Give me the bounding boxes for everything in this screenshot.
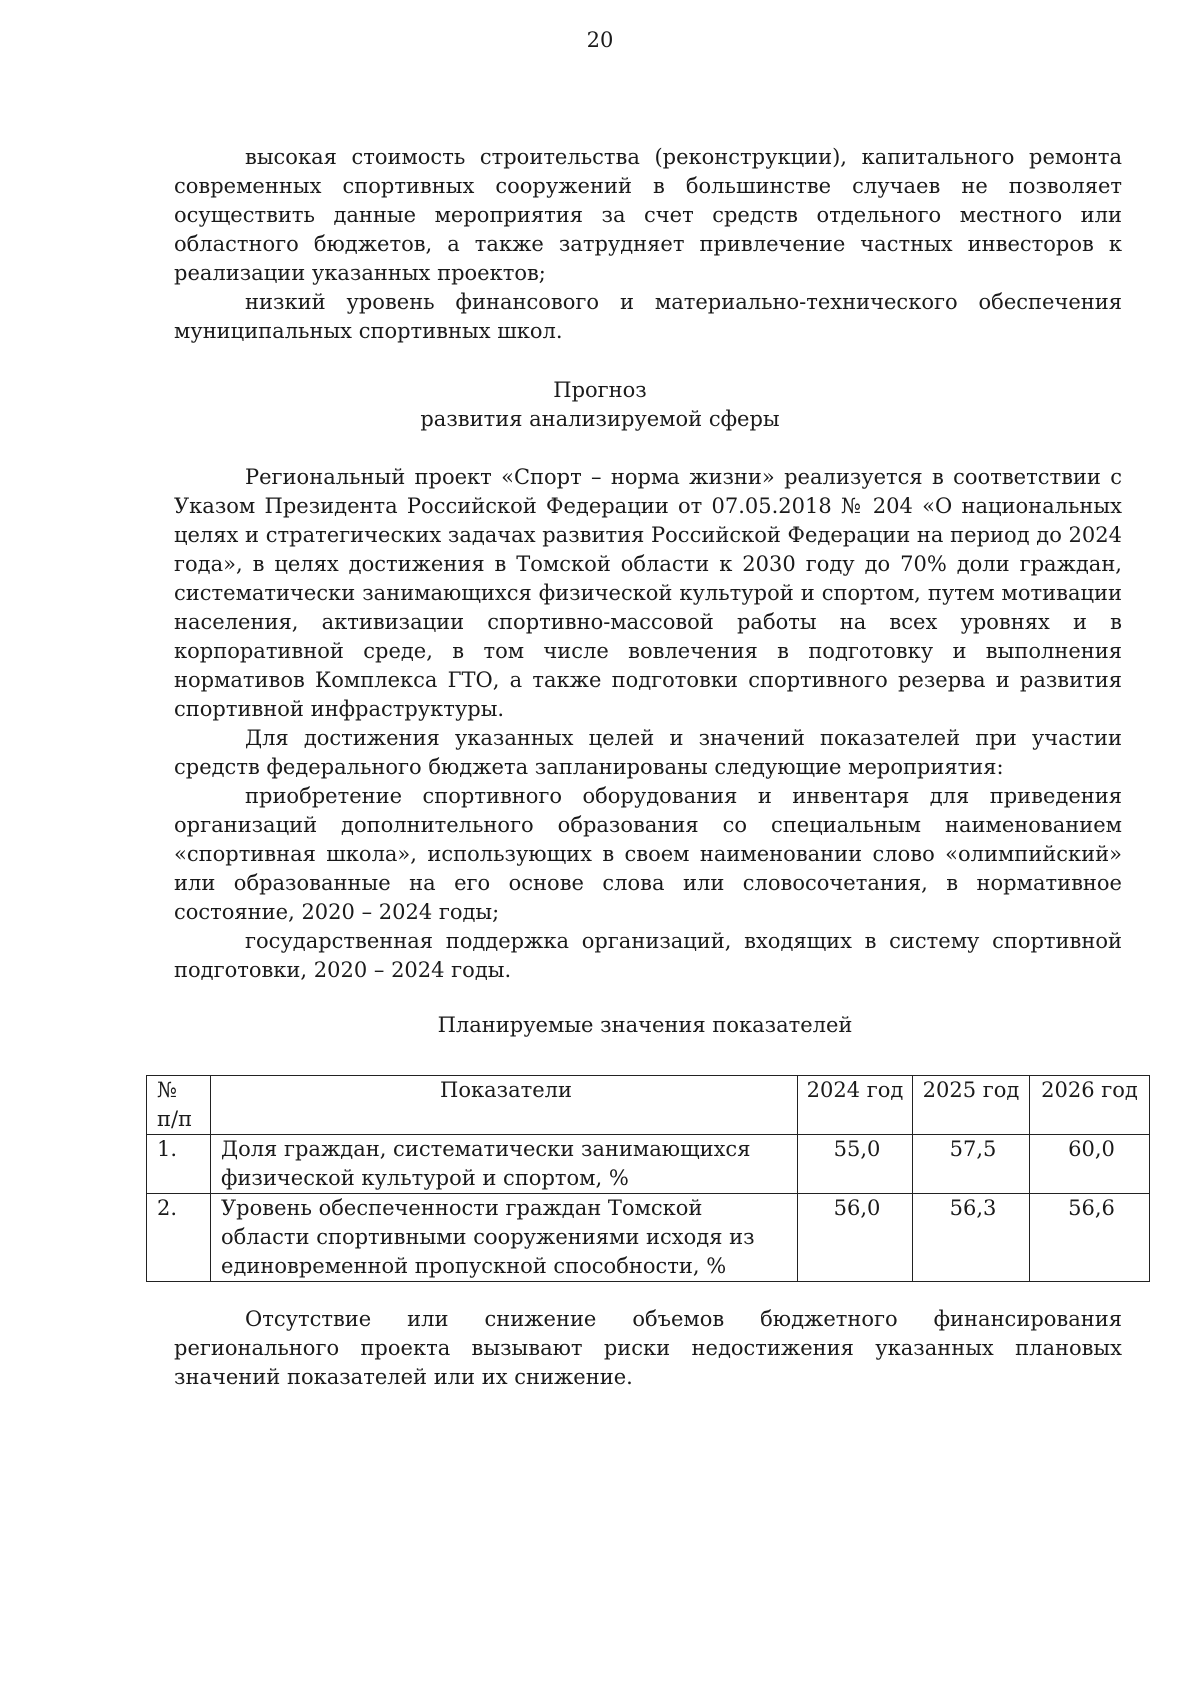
value-2026: 60,0 xyxy=(1030,1135,1150,1194)
paragraph: государственная поддержка организаций, входящих в систему спортивной подготовки, 2020 – 2024 годы. xyxy=(174,929,1122,982)
value-2025: 56,3 xyxy=(913,1194,1030,1282)
table-header-row xyxy=(147,1076,1150,1135)
paragraph: высокая стоимость строительства (реконструкции), капитального ремонта современных спортивных сооружений в большинстве случаев не позволяет осуществить данные мероприятия за счет средств отдельного местного или областного бюджетов, а также затрудняет привлечение частных инвесторов к реализации указанных проектов; xyxy=(174,145,1122,285)
header-2026: 2026 год xyxy=(1030,1076,1150,1135)
value-2026: 56,6 xyxy=(1030,1194,1150,1282)
table-row xyxy=(147,1194,1150,1282)
header-2025: 2025 год xyxy=(913,1076,1030,1135)
forecast-body xyxy=(174,463,1122,985)
table-row xyxy=(147,1135,1150,1194)
row-number: 2. xyxy=(147,1194,211,1282)
page-number: 20 xyxy=(586,28,614,52)
indicators-table xyxy=(146,1075,1150,1282)
indicator-name: Уровень обеспеченности граждан Томской области спортивными сооружениями исходя из единовременной пропускной способности, % xyxy=(211,1194,798,1282)
paragraph: Отсутствие или снижение объемов бюджетного финансирования регионального проекта вызывают риски недостижения указанных плановых значений показателей или их снижение. xyxy=(174,1307,1122,1389)
table-title: Планируемые значения показателей xyxy=(437,1013,853,1037)
header-indicators: Показатели xyxy=(211,1076,798,1135)
paragraph: Региональный проект «Спорт – норма жизни» реализуется в соответствии с Указом Президента Российской Федерации от 07.05.2018 № 204 «О национальных целях и стратегических задачах развития Российской Федерации на период до 2024 года», в целях достижения в Томской области к 2030 году до 70% доли граждан, систематически занимающихся физической культурой и спортом, путем мотивации населения, активизации спортивно-массовой работы на всех уровнях и в корпоративной среде, в том числе вовлечения в подготовку и выполнения нормативов Комплекса ГТО, а также подготовки спортивного резерва и развития спортивной инфраструктуры. xyxy=(174,465,1122,721)
header-number: № п/п xyxy=(147,1076,211,1135)
indicator-name: Доля граждан, систематически занимающихся физической культурой и спортом, % xyxy=(211,1135,798,1194)
header-2024: 2024 год xyxy=(798,1076,913,1135)
value-2025: 57,5 xyxy=(913,1135,1030,1194)
row-number: 1. xyxy=(147,1135,211,1194)
intro-section xyxy=(174,143,1122,346)
paragraph: приобретение спортивного оборудования и инвентаря для приведения организаций дополнительного образования со специальным наименованием «спортивная школа», использующих в своем наименовании слово «олимпийский» или образованные на его основе слова или словосочетания, в нормативное состояние, 2020 – 2024 годы; xyxy=(174,784,1122,924)
forecast-heading xyxy=(0,376,1200,434)
paragraph: Для достижения указанных целей и значений показателей при участии средств федерального бюджета запланированы следующие мероприятия: xyxy=(174,726,1122,779)
value-2024: 55,0 xyxy=(798,1135,913,1194)
paragraph: низкий уровень финансового и материально-технического обеспечения муниципальных спортивных школ. xyxy=(174,290,1122,343)
value-2024: 56,0 xyxy=(798,1194,913,1282)
heading-line: развития анализируемой сферы xyxy=(420,407,780,431)
closing-section xyxy=(174,1305,1122,1392)
heading-line: Прогноз xyxy=(553,378,647,402)
